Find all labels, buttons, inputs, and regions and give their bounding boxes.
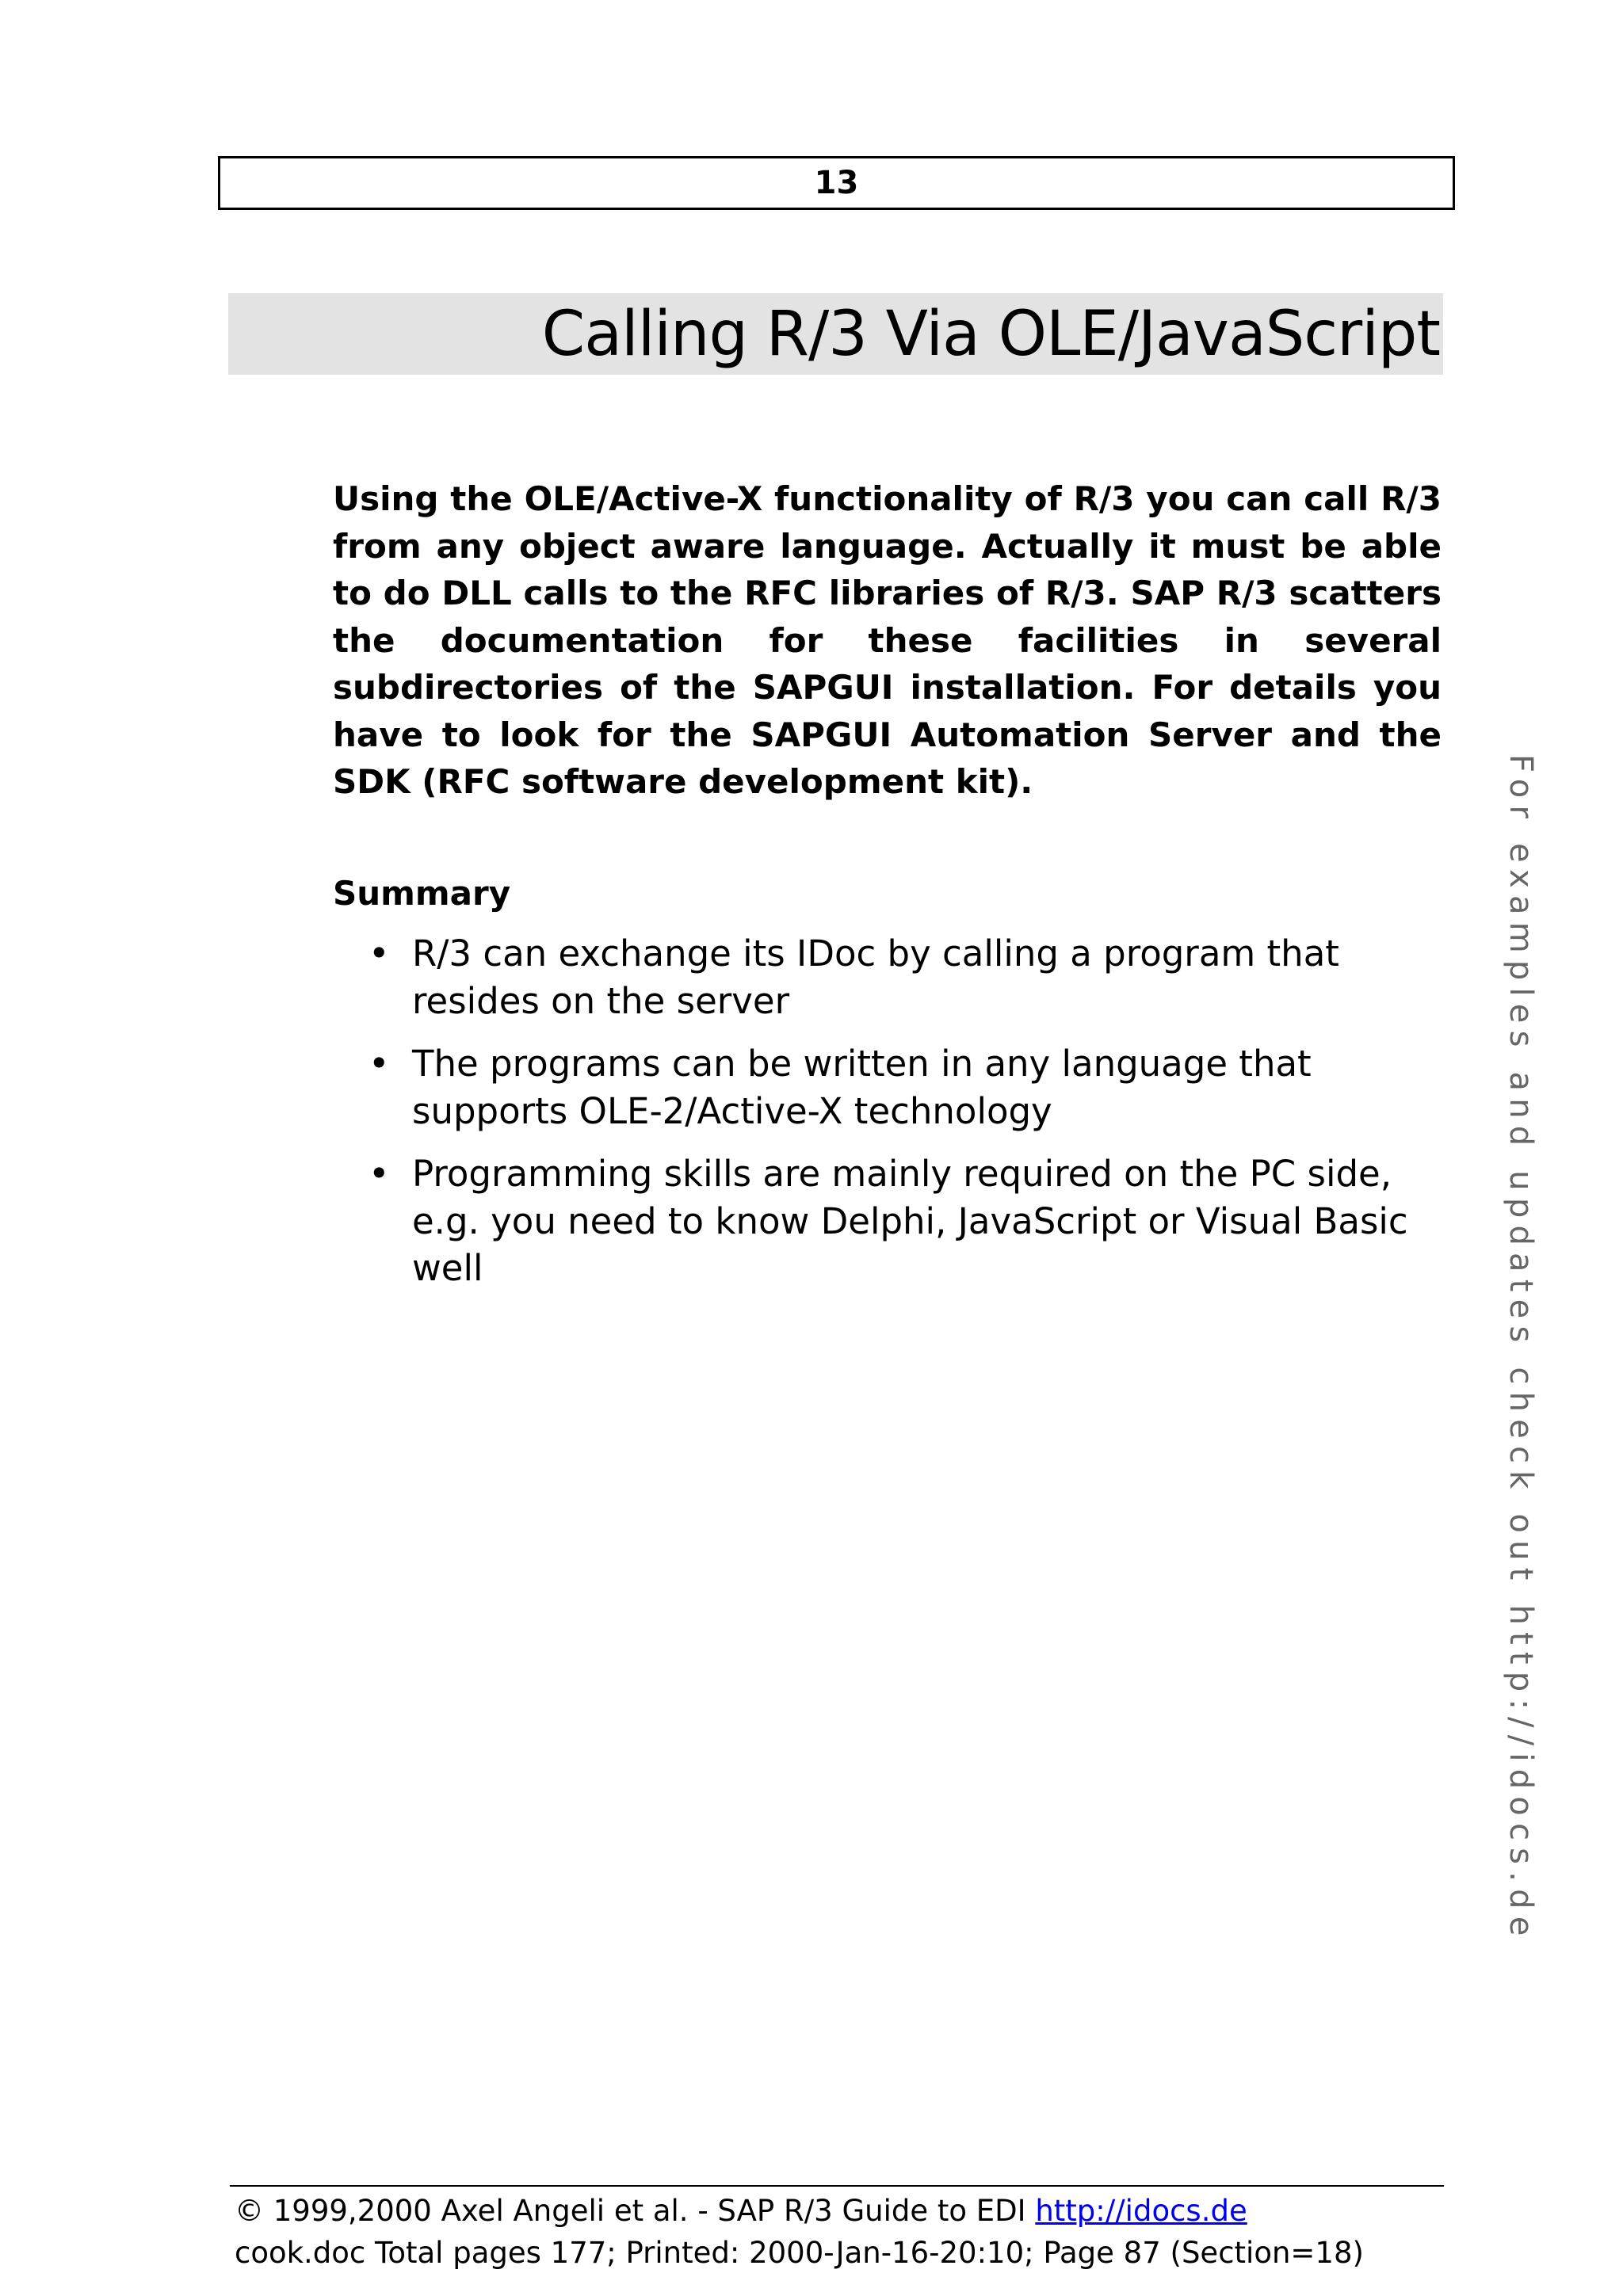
side-margin-note: For examples and updates check out http://idocs.de bbox=[1503, 754, 1539, 1943]
footer-copyright: © 1999,2000 Axel Angeli et al. - SAP R/3 Guide to EDI bbox=[235, 2194, 1036, 2228]
chapter-number: 13 bbox=[814, 165, 859, 201]
footer-link[interactable]: http://idocs.de bbox=[1035, 2194, 1247, 2228]
chapter-title: Calling R/3 Via OLE/JavaScript bbox=[541, 298, 1440, 370]
chapter-number-box bbox=[218, 156, 1455, 210]
summary-item bbox=[333, 1150, 1458, 1292]
bullet-icon: • bbox=[369, 1043, 390, 1085]
summary-list bbox=[333, 930, 1458, 1308]
summary-item bbox=[333, 930, 1458, 1024]
summary-item-text: The programs can be written in any language that supports OLE-2/Active-X technology bbox=[412, 1043, 1312, 1132]
footer-copyright-line bbox=[235, 2190, 1364, 2232]
summary-item-text: R/3 can exchange its IDoc by calling a program that resides on the server bbox=[412, 933, 1339, 1022]
summary-heading: Summary bbox=[333, 874, 511, 913]
intro-paragraph: Using the OLE/Active-X functionality of R/3 you can call R/3 from any object aware language. Actually it must be able to do DLL calls to the RFC libraries of R/3. SAP R/3 scatters the documentation for these facilities in several subdirectories of the SAPGUI installation. For details you have to look for the SAPGUI Automation Server and the SDK (RFC software development kit). bbox=[333, 479, 1442, 801]
bullet-icon: • bbox=[369, 1153, 390, 1195]
summary-item bbox=[333, 1040, 1458, 1135]
bullet-icon: • bbox=[369, 933, 390, 974]
page-footer bbox=[235, 2190, 1364, 2274]
footer-print-info: cook.doc Total pages 177; Printed: 2000-Jan-16-20:10; Page 87 (Section=18) bbox=[235, 2236, 1364, 2270]
footer-divider bbox=[230, 2185, 1444, 2187]
chapter-title-band bbox=[228, 293, 1443, 375]
summary-item-text: Programming skills are mainly required on the PC side, e.g. you need to know Delphi, JavaScript or Visual Basic well bbox=[412, 1153, 1408, 1289]
